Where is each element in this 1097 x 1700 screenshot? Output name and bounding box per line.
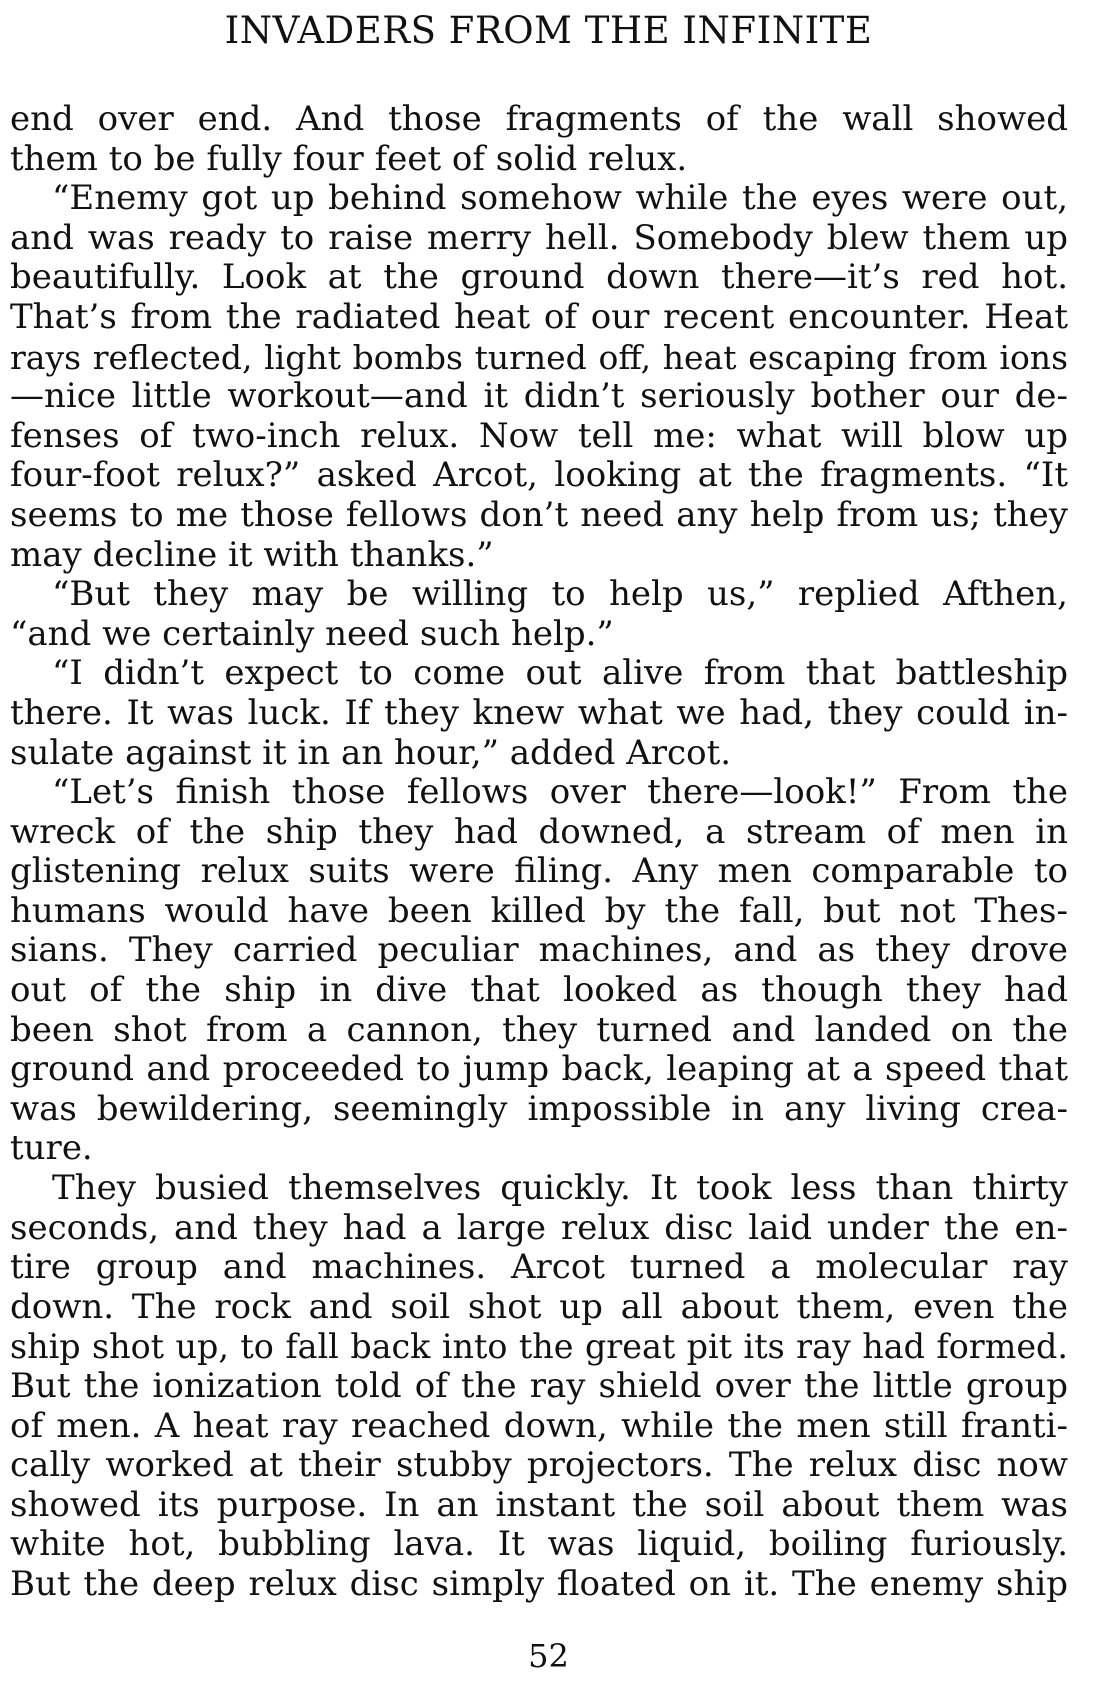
text-line: down. The rock and soil shot up all about them, even the xyxy=(10,1286,1068,1327)
text-line: four-foot relux?” asked Arcot, looking at the fragments. “It xyxy=(10,455,1068,496)
text-line: ship shot up, to fall back into the great pit its ray had formed. xyxy=(10,1327,1068,1367)
text-line: —nice little workout—and it didn’t seriously bother our de- xyxy=(10,376,1068,417)
text-line: “Enemy got up behind somehow while the eyes were out, xyxy=(52,178,1068,219)
text-line: white hot, bubbling lava. It was liquid, boiling furiously. xyxy=(10,1524,1068,1565)
text-line: “I didn’t expect to come out alive from that battleship xyxy=(52,653,1068,694)
text-line: seconds, and they had a large relux disc laid under the en- xyxy=(10,1207,1068,1248)
text-line: may decline it with thanks.” xyxy=(10,534,494,575)
text-line: But the ionization told of the ray shield over the little group xyxy=(10,1366,1068,1406)
page-number: 52 xyxy=(528,1637,569,1675)
text-line: “Let’s finish those fellows over there—look!” From the xyxy=(52,772,1068,813)
text-line: “But they may be willing to help us,” replied Afthen, xyxy=(52,574,1068,615)
text-line: glistening relux suits were filing. Any men comparable to xyxy=(10,851,1068,892)
text-line: and was ready to raise merry hell. Somebody blew them up xyxy=(10,217,1068,258)
text-line: tire group and machines. Arcot turned a molecular ray xyxy=(10,1247,1068,1288)
text-line: beautifully. Look at the ground down there—it’s red hot. xyxy=(10,257,1068,298)
text-line: them to be fully four feet of solid relux. xyxy=(10,138,688,179)
text-line: wreck of the ship they had downed, a stream of men in xyxy=(10,811,1068,852)
text-line: humans would have been killed by the fall, but not Thes- xyxy=(10,890,1068,931)
text-line: sians. They carried peculiar machines, and as they drove xyxy=(10,930,1068,971)
text-line: seems to me those fellows don’t need any help from us; they xyxy=(10,494,1068,535)
text-line: sulate against it in an hour,” added Arcot. xyxy=(10,732,732,773)
text-line: But the deep relux disc simply floated on it. The enemy ship xyxy=(10,1563,1068,1604)
text-line: been shot from a cannon, they turned and landed on the xyxy=(10,1009,1068,1050)
text-line: ground and proceeded to jump back, leaping at a speed that xyxy=(10,1049,1068,1090)
text-line: was bewildering, seemingly impossible in any living crea- xyxy=(10,1088,1068,1129)
text-line: there. It was luck. If they knew what we had, they could in- xyxy=(10,692,1068,733)
text-line: “and we certainly need such help.” xyxy=(10,613,614,654)
text-line: of men. A heat ray reached down, while the men still franti- xyxy=(10,1405,1068,1446)
text-line: rays reflected, light bombs turned off, heat escaping from ions xyxy=(10,337,1068,377)
text-line: fenses of two-inch relux. Now tell me: what will blow up xyxy=(10,415,1068,456)
text-line: out of the ship in dive that looked as though they had xyxy=(10,970,1068,1011)
text-line: That’s from the radiated heat of our recent encounter. Heat xyxy=(10,296,1068,337)
running-head: INVADERS FROM THE INFINITE xyxy=(224,9,873,52)
text-line: end over end. And those fragments of the wall showed xyxy=(10,99,1068,139)
text-line: cally worked at their stubby projectors. The relux disc now xyxy=(10,1445,1068,1486)
text-line: showed its purpose. In an instant the soil about them was xyxy=(10,1484,1068,1525)
text-line: ture. xyxy=(10,1128,93,1169)
text-line: They busied themselves quickly. It took less than thirty xyxy=(52,1168,1068,1209)
body-text xyxy=(10,100,1068,1605)
